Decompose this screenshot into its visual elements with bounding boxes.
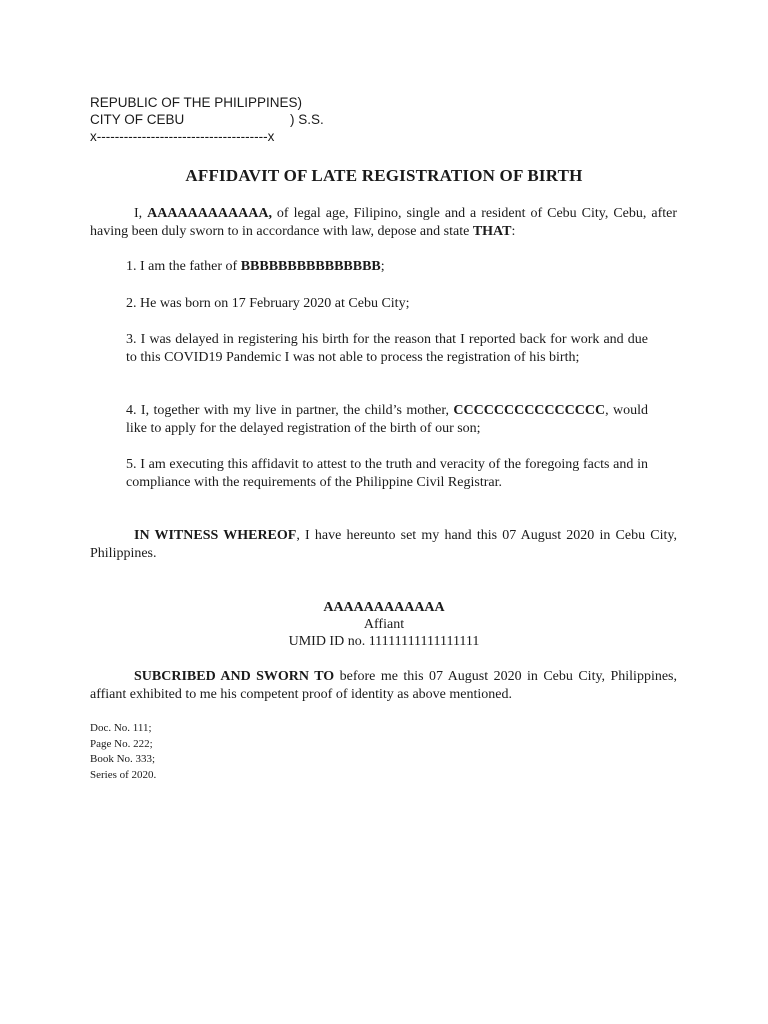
item1-prefix: 1. I am the father of — [126, 259, 241, 274]
jurat-paragraph — [90, 668, 677, 704]
child-name: BBBBBBBBBBBBBBB — [240, 259, 381, 274]
mother-name: CCCCCCCCCCCCCCC — [453, 403, 606, 418]
intro-that: THAT — [472, 224, 512, 239]
jurat-text: before me this 07 August 2020 in Cebu City, Philippines, affiant exhibited to me his competent proof of identity as above mentioned. — [90, 669, 677, 702]
notarial-series: Series of 2020. — [90, 768, 157, 781]
venue-city: CITY OF CEBU — [90, 112, 185, 127]
venue-ss: ) S.S. — [290, 112, 324, 127]
witness-text: , I have hereunto set my hand this 07 August 2020 in Cebu City, Philippines. — [90, 528, 677, 561]
notarial-page-no: Page No. 222; — [90, 737, 153, 750]
statement-item-5: 5. I am executing this affidavit to attest to the truth and veracity of the foregoing facts and in compliance with the requirements of the Philippine Civil Registrar. — [126, 457, 648, 490]
notarial-doc-no: Doc. No. 111; — [90, 722, 152, 734]
intro-suffix: : — [511, 224, 516, 239]
statement-item-1 — [126, 258, 648, 276]
signature-id: UMID ID no. 11111111111111111 — [288, 634, 480, 649]
signature-name: AAAAAAAAAAAA — [323, 600, 445, 615]
item4-prefix: 4. I, together with my live in partner, the child’s mother, — [126, 403, 454, 418]
witness-heading: IN WITNESS WHEREOF — [134, 528, 297, 543]
item1-suffix: ; — [380, 259, 385, 274]
intro-middle: of legal age, Filipino, single and a resident of Cebu City, Cebu, after having been duly sworn to in accordance with law, depose and state — [90, 206, 677, 239]
venue-divider: x--------------------------------------x — [90, 129, 275, 144]
signature-role: Affiant — [363, 617, 405, 632]
statement-item-2: 2. He was born on 17 February 2020 at Cebu City; — [126, 296, 410, 311]
document-title: AFFIDAVIT OF LATE REGISTRATION OF BIRTH — [185, 166, 583, 185]
venue-line-city — [90, 111, 324, 128]
affiant-name-intro: AAAAAAAAAAAA, — [147, 206, 272, 221]
statement-item-3: 3. I was delayed in registering his birth for the reason that I reported back for work and due to this COVID19 Pandemic I was not able to process the registration of his birth; — [126, 332, 648, 365]
jurat-heading: SUBCRIBED AND SWORN TO — [134, 669, 335, 684]
venue-header — [90, 94, 324, 145]
witness-paragraph — [90, 527, 677, 563]
notarial-book-no: Book No. 333; — [90, 753, 156, 765]
intro-prefix: I, — [134, 206, 148, 221]
intro-paragraph — [90, 205, 677, 241]
venue-line-republic: REPUBLIC OF THE PHILIPPINES) — [90, 95, 303, 110]
notarial-register — [90, 721, 156, 783]
statement-item-4 — [126, 402, 648, 438]
item4-suffix: , would like to apply for the delayed registration of the birth of our son; — [126, 403, 648, 436]
